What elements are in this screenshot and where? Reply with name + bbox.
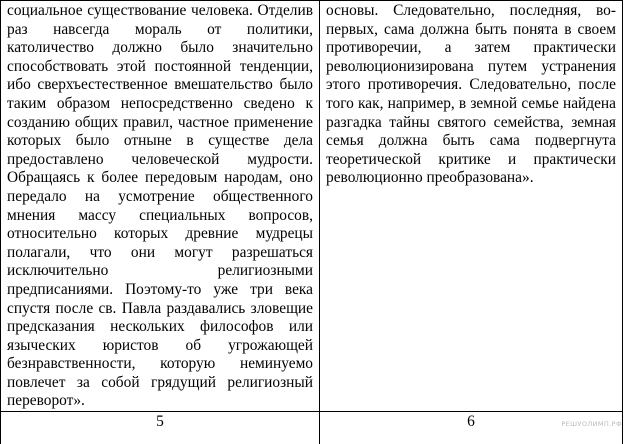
left-text-cell: социальное существование человека. Отделив раз навсегда мораль от политики, католичество должно было значительно способствовать этой постоянной тенденции, ибо сверхъестественное вмешательство было таким образом непосредственно сведено к созданию общих правил, частное применение которых было отныне в существе дела предоставлено человеческой мудрости. Обращаясь к более передовым народам, оно передало на усмотрение общественного мнения массу специальных вопросов, относительно которых древние мудрецы полагали, что они могут разрешаться исключительно религиозными предписаниями. Поэтому-то уже три века спустя после св. Павла раздавались зловещие предсказания нескольких философов или языческих юристов об угрожающей безнравственности, которую неминуемо повлечет за собой грядущий религиозный переворот».: [1, 1, 320, 412]
number-row: [1, 412, 623, 444]
text-row: [1, 1, 623, 412]
left-number-cell: 5: [1, 412, 320, 444]
right-text-cell: основы. Следовательно, последняя, во-первых, сама должна быть понята в своем противоречии, а затем практически революционизирована путем устранения этого противоречия. Следовательно, после того как, например, в земной семье найдена разгадка тайны святого семейства, земная семья должна быть сама подвергнута теоретической критике и практически революционно преобразована».: [320, 1, 623, 412]
right-number-cell: 6: [320, 412, 623, 444]
site-watermark: РЕШУОЛИМП.РФ: [561, 420, 622, 428]
